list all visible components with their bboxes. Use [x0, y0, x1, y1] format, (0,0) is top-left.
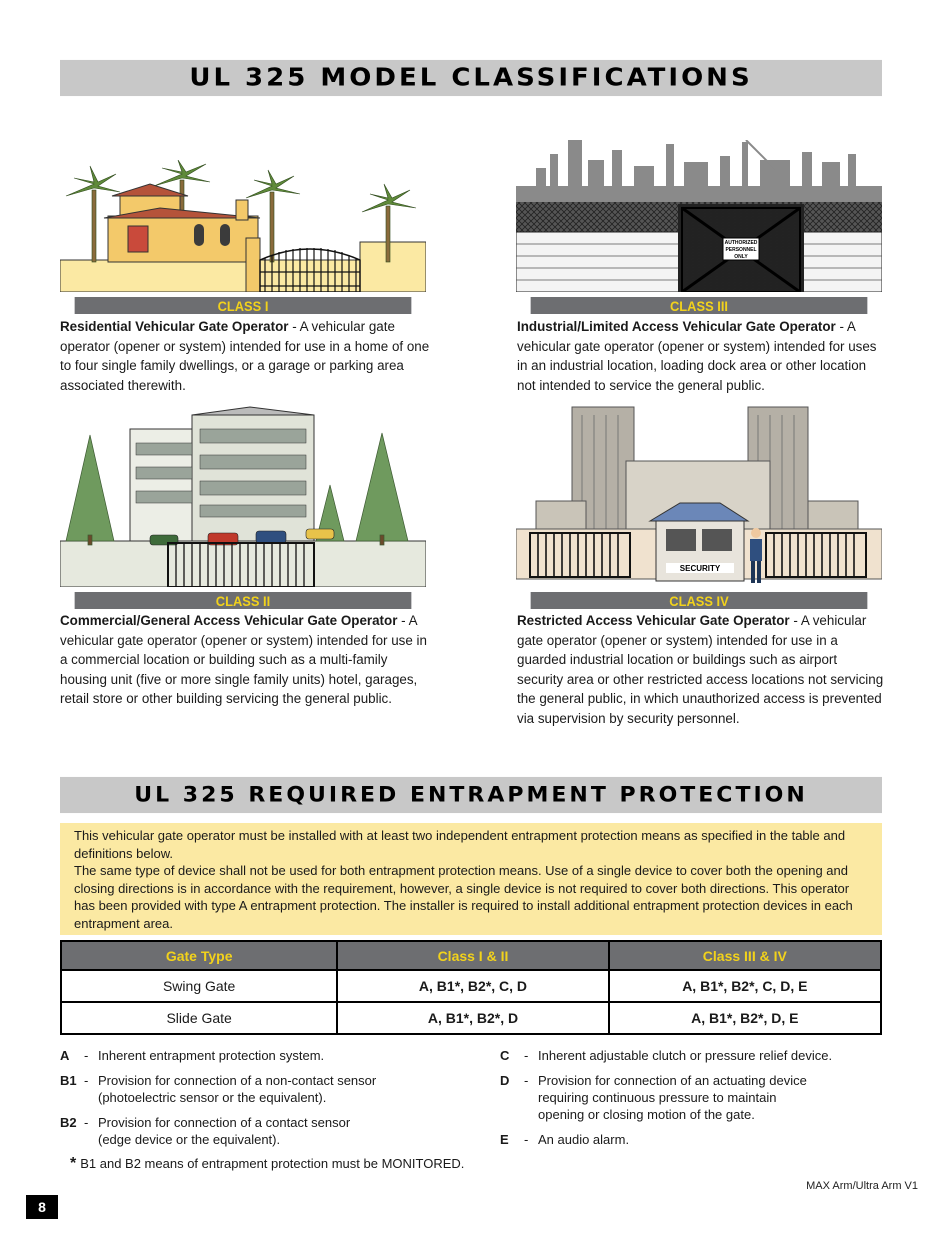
class-ii-label: CLASS II	[75, 592, 412, 609]
intro-paragraph-2: The same type of device shall not be used for both entrapment protection means. Use of a single device to cover both the opening and closing directions is in accordance with the requirement, however, a single device is not required to cover both directions. This operator has been provided with type A entrapment protection. The installer is required to install additional entrapment protection devices in each entrapment area.	[74, 863, 853, 931]
legend-text: Inherent entrapment protection system.	[98, 1048, 325, 1063]
security-sign: SECURITY	[679, 564, 721, 573]
table-row	[61, 970, 881, 1002]
legend-text: Provision for connection of a contact sensor (edge device or the equivalent).	[98, 1115, 351, 1147]
intro-paragraph-1: This vehicular gate operator must be installed with at least two independent entrapment protection means as specified in the table and definitions below.	[74, 828, 846, 861]
class-iv-description	[517, 611, 885, 728]
legend-key: E	[500, 1132, 509, 1147]
classifications-title: UL 325 MODEL CLASSIFICATIONS	[60, 60, 882, 96]
header-class-iii-iv: Class III & IV	[609, 941, 881, 970]
legend-item: B1 - Provision for connection of a non-contact sensor (photoelectric sensor or the equivalent).	[60, 1072, 400, 1106]
legend-key: B1	[60, 1073, 77, 1088]
header-gate-type: Gate Type	[61, 941, 337, 970]
commercial-building-illustration	[60, 405, 426, 587]
legend-item: C - Inherent adjustable clutch or pressure relief device.	[500, 1047, 840, 1064]
entrapment-table	[60, 940, 882, 1035]
sign-line-3: ONLY	[734, 254, 748, 260]
footer-model-name: MAX Arm/Ultra Arm V1	[806, 1180, 918, 1192]
legend-text: Provision for connection of a non-contact sensor (photoelectric sensor or the equivalent).	[98, 1073, 377, 1105]
monitored-note	[70, 1155, 464, 1173]
legend-item: D - Provision for connection of an actuating device requiring continuous pressure to maintain opening or closing motion of the gate.	[500, 1072, 840, 1123]
legend-text: Inherent adjustable clutch or pressure relief device.	[538, 1048, 833, 1063]
legend-right	[500, 1047, 840, 1156]
class-iii-text: - A vehicular gate operator (opener or system) intended for uses in an industrial location, loading dock area or other location not intended to service the general public.	[517, 319, 877, 393]
legend-key: A	[60, 1048, 70, 1063]
note-text: B1 and B2 means of entrapment protection must be MONITORED.	[80, 1156, 465, 1171]
class-iii-description	[517, 317, 887, 395]
entrapment-title: UL 325 REQUIRED ENTRAPMENT PROTECTION	[60, 777, 882, 813]
class-iv-heading: Restricted Access Vehicular Gate Operator	[517, 613, 790, 628]
class-ii-description	[60, 611, 438, 709]
sign-line-1: AUTHORIZED	[724, 240, 758, 246]
gate-type-cell: Slide Gate	[61, 1002, 337, 1034]
table-header-row	[61, 941, 881, 970]
security-gate-illustration	[516, 405, 882, 587]
legend-key: C	[500, 1048, 510, 1063]
note-star: *	[70, 1155, 77, 1172]
legend-key: D	[500, 1073, 510, 1088]
class-i-label: CLASS I	[75, 297, 412, 314]
table-row	[61, 1002, 881, 1034]
legend-item: A - Inherent entrapment protection system.	[60, 1047, 400, 1064]
entrapment-intro-box	[60, 823, 882, 935]
class-i-ii-cell: A, B1*, B2*, C, D	[337, 970, 608, 1002]
class-iv-text: - A vehicular gate operator (opener or system) intended for use in a guarded industrial location or buildings such as airport security area or other restricted access locations not servicing the general public, in which unauthorized access is prevented via supervision by security personnel.	[517, 613, 884, 726]
class-i-description	[60, 317, 440, 395]
page-number: 8	[26, 1195, 58, 1219]
legend-item: E - An audio alarm.	[500, 1131, 840, 1148]
class-iii-heading: Industrial/Limited Access Vehicular Gate Operator	[517, 319, 836, 334]
class-i-ii-cell: A, B1*, B2*, D	[337, 1002, 608, 1034]
class-ii-heading: Commercial/General Access Vehicular Gate Operator	[60, 613, 398, 628]
header-class-i-ii: Class I & II	[337, 941, 608, 970]
gate-type-cell: Swing Gate	[61, 970, 337, 1002]
legend-left	[60, 1047, 400, 1156]
class-iii-label: CLASS III	[531, 297, 868, 314]
legend-key: B2	[60, 1115, 77, 1130]
industrial-gate-illustration	[516, 140, 882, 292]
class-iii-iv-cell: A, B1*, B2*, D, E	[609, 1002, 881, 1034]
legend-text: An audio alarm.	[538, 1132, 630, 1147]
legend-text: Provision for connection of an actuating device requiring continuous pressure to maintain opening or closing motion of the gate.	[538, 1073, 807, 1122]
class-iii-iv-cell: A, B1*, B2*, C, D, E	[609, 970, 881, 1002]
class-ii-text: - A vehicular gate operator (opener or system) intended for use in a commercial location or building such as a multi-family housing unit (five or more single family units) hotel, garages, retail store or other building servicing the general public.	[60, 613, 427, 706]
class-i-heading: Residential Vehicular Gate Operator	[60, 319, 289, 334]
class-i-text: - A vehicular gate operator (opener or system) intended for use in a home of one to four single family dwellings, or a garage or parking area associated therewith.	[60, 319, 430, 393]
legend-item: B2 - Provision for connection of a contact sensor (edge device or the equivalent).	[60, 1114, 400, 1148]
sign-line-2: PERSONNEL	[725, 247, 757, 253]
residential-house-illustration	[60, 160, 426, 292]
class-iv-label: CLASS IV	[531, 592, 868, 609]
